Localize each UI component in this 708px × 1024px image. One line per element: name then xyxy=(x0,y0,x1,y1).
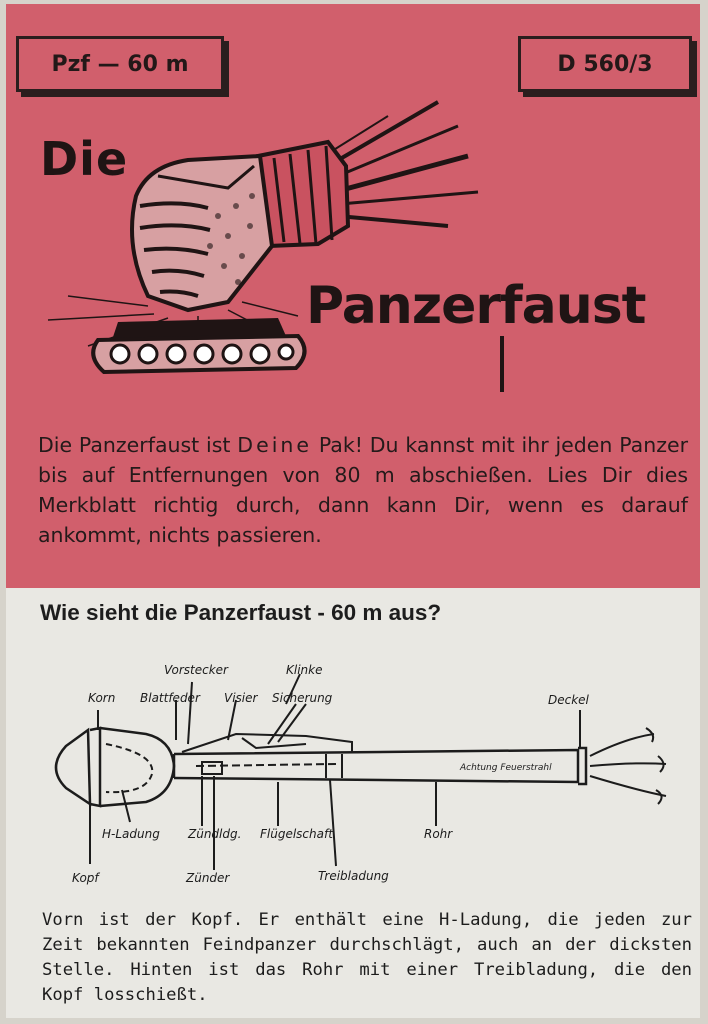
label-korn: Korn xyxy=(88,691,116,705)
label-h-ladung: H-Ladung xyxy=(102,827,160,841)
title-line-1: Die xyxy=(40,132,129,186)
label-blattfeder: Blattfeder xyxy=(140,691,200,705)
label-visier: Visier xyxy=(224,691,258,705)
document-number: D 560/3 xyxy=(557,51,653,77)
panzerfaust-diagram xyxy=(6,644,700,904)
label-warning: Achtung Feuerstrahl xyxy=(460,763,552,773)
label-treibladung: Treibladung xyxy=(318,869,389,883)
red-header-panel xyxy=(6,4,700,588)
label-fluegelschaft: Flügelschaft xyxy=(260,827,333,841)
model-label-box xyxy=(16,36,224,92)
document-number-box xyxy=(518,36,692,92)
title-underscore-mark xyxy=(500,336,504,392)
leaflet-page xyxy=(6,4,700,1018)
description-paragraph: Vorn ist der Kopf. Er enthält eine H-Ladung, die jeden zur Zeit bekannten Feindpanzer durchschlägt, auch an der dicksten Stelle. Hinten ist das Rohr mit einer Treibladung, die den Kopf losschießt. xyxy=(42,910,692,1005)
label-sicherung: Sicherung xyxy=(272,691,333,705)
intro-part-1: Die Panzerfaust ist xyxy=(38,433,238,457)
intro-part-2: Pak! Du kannst mit ihr jeden Panzer bis auf Entfernungen von 80 m abschießen. Lies Dir dies Merkblatt richtig durch, dann kann Dir, wenn es darauf ankommt, nichts passieren. xyxy=(38,433,689,547)
label-zuendldg: Zündldg. xyxy=(188,827,242,841)
model-label: Pzf — 60 m xyxy=(51,51,189,77)
label-vorstecker: Vorstecker xyxy=(164,663,228,677)
label-rohr: Rohr xyxy=(424,827,453,841)
tank-icon xyxy=(93,318,304,372)
label-klinke: Klinke xyxy=(286,663,323,677)
label-kopf: Kopf xyxy=(72,871,99,885)
title-line-2: Panzerfaust xyxy=(306,276,646,336)
intro-paragraph xyxy=(38,430,688,550)
label-deckel: Deckel xyxy=(548,693,589,707)
section-heading: Wie sieht die Panzerfaust - 60 m aus? xyxy=(40,600,442,625)
label-zuender: Zünder xyxy=(186,871,230,885)
intro-emphasis: Deine xyxy=(237,433,312,457)
